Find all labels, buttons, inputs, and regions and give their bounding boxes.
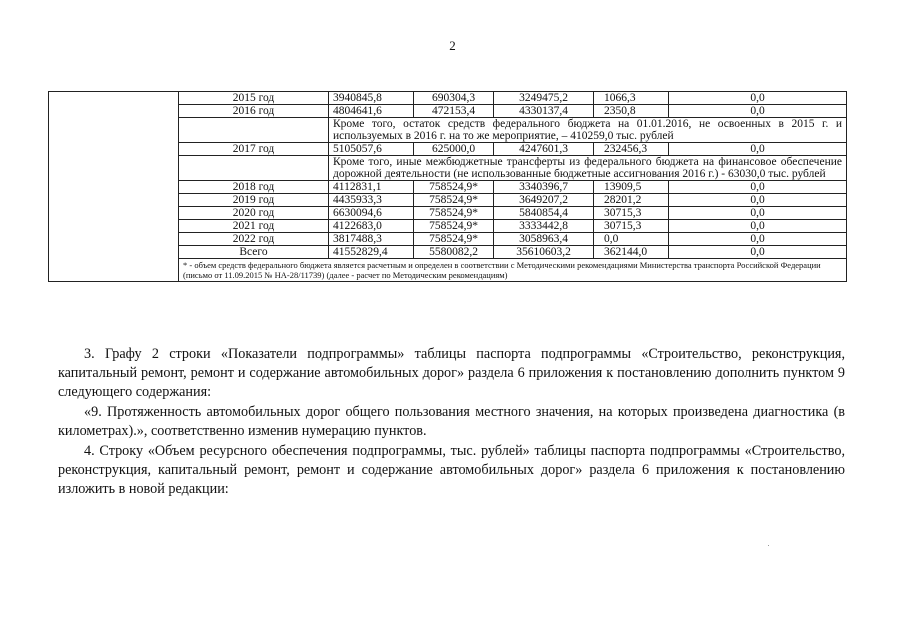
local-cell: 13909,5 <box>594 181 669 194</box>
note-cell: Кроме того, иные межбюджетные трансферты из федерального бюджета на финансовое обеспечение дорожной деятельности (не использованные бюджетные ассигнования 2016 г.) - 63030,0 тыс. рублей <box>329 156 847 181</box>
year-cell: 2022 год <box>179 233 329 246</box>
regional-cell: 5840854,4 <box>494 207 594 220</box>
regional-cell: 3649207,2 <box>494 194 594 207</box>
other-cell: 0,0 <box>669 194 847 207</box>
total-cell: 5105057,6 <box>329 143 414 156</box>
total-cell: 41552829,4 <box>329 246 414 259</box>
federal-cell: 758524,9* <box>414 181 494 194</box>
total-cell: 4112831,1 <box>329 181 414 194</box>
local-cell: 28201,2 <box>594 194 669 207</box>
paragraph-3: 3. Графу 2 строки «Показатели подпрограммы» таблицы паспорта подпрограммы «Строительство, реконструкция, капитальный ремонт, ремонт и содержание автомобильных дорог» раздела 6 приложения к постановлению дополнить пунктом 9 следующего содержания: <box>58 346 845 400</box>
total-cell: 4804641,6 <box>329 105 414 118</box>
year-cell: 2016 год <box>179 105 329 118</box>
total-cell: 4122683,0 <box>329 220 414 233</box>
federal-cell: 758524,9* <box>414 233 494 246</box>
federal-cell: 758524,9* <box>414 194 494 207</box>
federal-cell: 625000,0 <box>414 143 494 156</box>
note-cell: Кроме того, остаток средств федерального бюджета на 01.01.2016, не освоенных в 2015 г. и используемых в 2016 г. на то же мероприятие, – 410259,0 тыс. рублей <box>329 118 847 143</box>
other-cell: 0,0 <box>669 233 847 246</box>
year-cell-empty <box>179 118 329 143</box>
year-cell: 2021 год <box>179 220 329 233</box>
total-cell: 3817488,3 <box>329 233 414 246</box>
regional-cell: 4247601,3 <box>494 143 594 156</box>
regional-cell: 4330137,4 <box>494 105 594 118</box>
body-text <box>58 345 845 499</box>
paragraph-item-9: «9. Протяженность автомобильных дорог общего пользования местного значения, на которых произведена диагностика (в километрах).», соответственно изменив нумерацию пунктов. <box>58 404 845 439</box>
year-cell-empty <box>179 156 329 181</box>
local-cell: 30715,3 <box>594 207 669 220</box>
other-cell: 0,0 <box>669 105 847 118</box>
empty-left-column <box>49 92 179 282</box>
year-cell: 2017 год <box>179 143 329 156</box>
total-cell: 6630094,6 <box>329 207 414 220</box>
funding-table <box>48 91 847 282</box>
local-cell: 232456,3 <box>594 143 669 156</box>
scan-speck <box>768 545 769 546</box>
other-cell: 0,0 <box>669 92 847 105</box>
regional-cell: 35610603,2 <box>494 246 594 259</box>
local-cell: 1066,3 <box>594 92 669 105</box>
regional-cell: 3058963,4 <box>494 233 594 246</box>
federal-cell: 690304,3 <box>414 92 494 105</box>
year-cell: 2018 год <box>179 181 329 194</box>
total-cell: 3940845,8 <box>329 92 414 105</box>
year-cell: Всего <box>179 246 329 259</box>
total-cell: 4435933,3 <box>329 194 414 207</box>
local-cell: 0,0 <box>594 233 669 246</box>
local-cell: 30715,3 <box>594 220 669 233</box>
other-cell: 0,0 <box>669 207 847 220</box>
other-cell: 0,0 <box>669 143 847 156</box>
local-cell: 362144,0 <box>594 246 669 259</box>
paragraph-4: 4. Строку «Объем ресурсного обеспечения подпрограммы, тыс. рублей» таблицы паспорта подпрограммы «Строительство, реконструкция, капитальный ремонт, ремонт и содержание автомобильных дорог» раздела 6 приложения к постановлению изложить в новой редакции: <box>58 443 845 497</box>
table-footnote: * - объем средств федерального бюджета является расчетным и определен в соответствии с Методическими рекомендациями Министерства транспорта Российской Федерации (письмо от 11.09.2015 № НА-28/11739) (далее - расчет по Методическим рекомендациям) <box>179 259 847 282</box>
table-row <box>49 92 847 105</box>
year-cell: 2020 год <box>179 207 329 220</box>
regional-cell: 3333442,8 <box>494 220 594 233</box>
federal-cell: 758524,9* <box>414 207 494 220</box>
other-cell: 0,0 <box>669 181 847 194</box>
federal-cell: 758524,9* <box>414 220 494 233</box>
other-cell: 0,0 <box>669 220 847 233</box>
regional-cell: 3340396,7 <box>494 181 594 194</box>
page-number: 2 <box>449 38 456 53</box>
regional-cell: 3249475,2 <box>494 92 594 105</box>
year-cell: 2019 год <box>179 194 329 207</box>
local-cell: 2350,8 <box>594 105 669 118</box>
other-cell: 0,0 <box>669 246 847 259</box>
federal-cell: 5580082,2 <box>414 246 494 259</box>
year-cell: 2015 год <box>179 92 329 105</box>
federal-cell: 472153,4 <box>414 105 494 118</box>
